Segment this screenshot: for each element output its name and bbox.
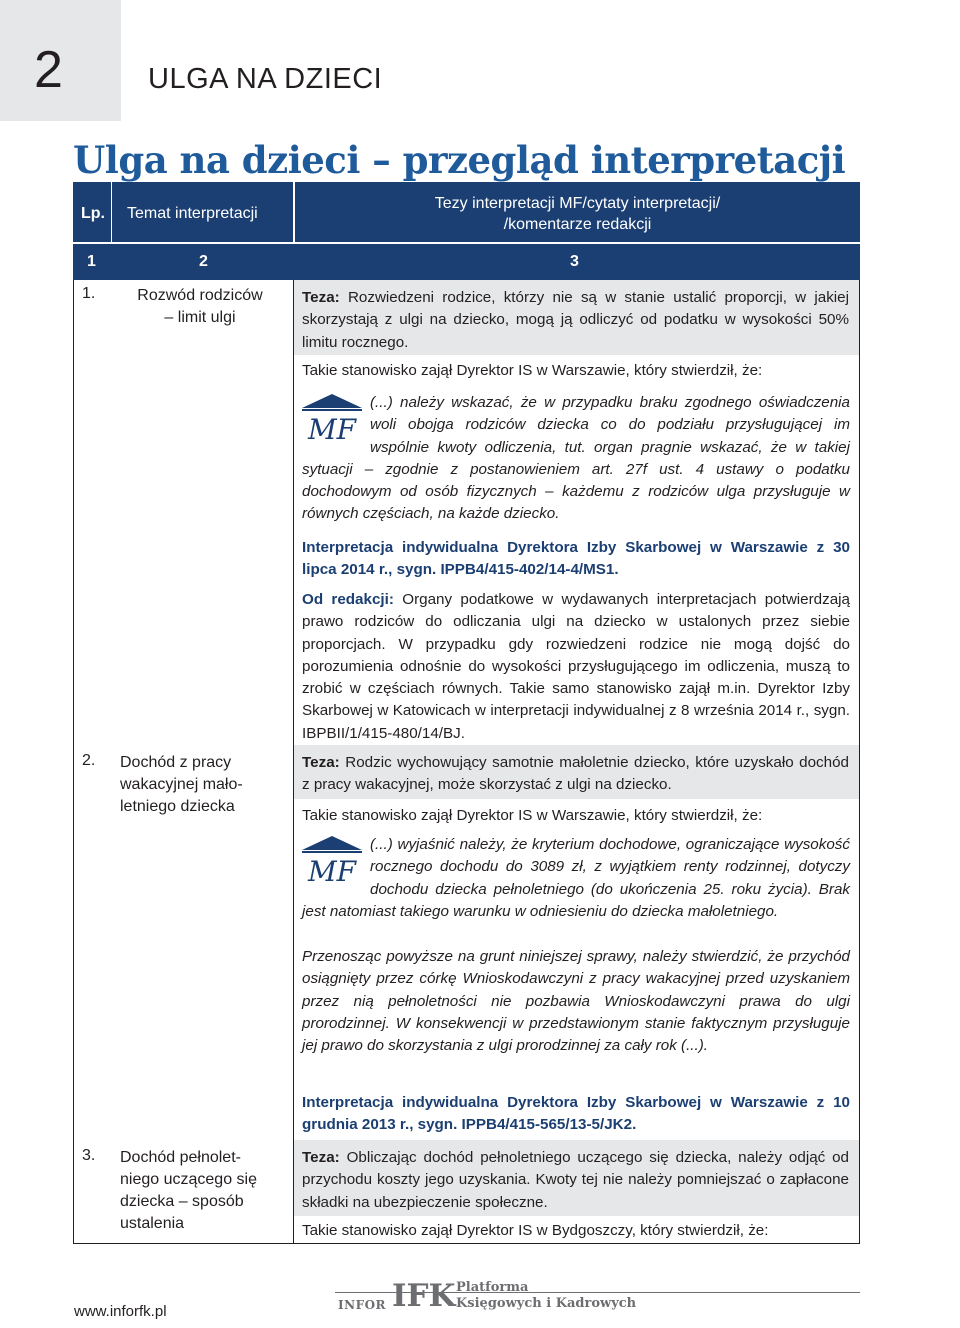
source-citation: Interpretacja indywidualna Dyrektora Izby Skarbowej w Warszawie z 30 lipca 2014 r., sygn. IPPB4/415-402/14-4/MS1. bbox=[302, 539, 850, 579]
logo-ifk: IFK bbox=[392, 1278, 456, 1314]
row-topic-line: Dochód z pracy bbox=[120, 754, 232, 771]
header-theses-line2: /komentarze redakcji bbox=[503, 216, 652, 233]
mf-badge-icon bbox=[302, 394, 362, 444]
editor-comment bbox=[302, 589, 850, 745]
header-lp: Lp. bbox=[81, 205, 105, 222]
table-border-right bbox=[859, 280, 860, 1244]
chapter-title: ULGA NA DZIECI bbox=[148, 63, 383, 95]
row-topic-line: niego uczącego się bbox=[120, 1171, 257, 1188]
quote-text: (...) wyjaśnić należy, że kryterium dochodowe, ograniczające wysokość rocznego dochodu do 3089 zł, z wyjątkiem renty rodzinnej, dotyczy dochodu dziecka pełnoletniego (do ukończenia 25. roku życia). Brak jest natomiast takiego warunku w odniesieniu do dziecka małoletniego. bbox=[302, 836, 850, 920]
thesis-text: Rodzic wychowujący samotnie małoletnie dziecko, które uzyskało dochód z pracy wakacyjnej, może skorzystać z ulgi na dziecko. bbox=[302, 754, 849, 794]
source-citation: Interpretacja indywidualna Dyrektora Izby Skarbowej w Warszawie z 10 grudnia 2013 r., sygn. IPPB4/415-565/13-5/JK2. bbox=[302, 1094, 850, 1134]
col-number-3: 3 bbox=[570, 253, 579, 270]
logo-platform-line2: Księgowych i Kadrowych bbox=[456, 1296, 637, 1311]
stance-text: Takie stanowisko zajął Dyrektor IS w Warszawie, który stwierdził, że: bbox=[302, 362, 763, 379]
row-topic-line: letniego dziecka bbox=[120, 798, 235, 815]
header-theses bbox=[295, 193, 860, 235]
mf-badge-icon bbox=[302, 836, 362, 886]
col-number-2: 2 bbox=[199, 253, 208, 270]
header-topic: Temat interpretacji bbox=[127, 205, 258, 222]
page-title: Ulga na dzieci – przegląd interpretacji bbox=[73, 138, 846, 182]
row-topic-line: – limit ulgi bbox=[164, 309, 236, 326]
header-theses-line1: Tezy interpretacji MF/cytaty interpretacji/ bbox=[434, 195, 721, 212]
thesis-box bbox=[294, 1140, 859, 1216]
column-number-row bbox=[73, 244, 860, 280]
chapter-box bbox=[0, 0, 121, 121]
row-number: 2. bbox=[82, 752, 96, 769]
quote-block bbox=[302, 392, 850, 526]
thesis-text: Obliczając dochód pełnoletniego uczącego się dziecka, należy odjąć od przychodu koszty jego uzyskania. Kwoty tej nie należy pomniejszać o zapłacone składki na ubezpieczenie społeczne. bbox=[302, 1149, 849, 1211]
mf-badge-text: MF bbox=[307, 413, 357, 444]
mf-badge-text: MF bbox=[307, 855, 357, 886]
quote-block bbox=[302, 834, 850, 923]
logo-infor: INFOR bbox=[338, 1298, 387, 1312]
table-header bbox=[73, 182, 860, 242]
table-border-left bbox=[73, 280, 74, 1244]
thesis-label: Teza: bbox=[302, 754, 340, 771]
quote-text-continued: Przenosząc powyższe na grunt niniejszej sprawy, należy stwierdzić, że przychód osiągnięty przez córkę Wnioskodawczyni z pracy wakacyjnej przed uzyskaniem przez nią pełnoletności nie pozbawia Wnioskodawczyni prawa do ulgi prorodzinnej. W konsekwencji w przedstawionym stanie faktycznym przysługuje jej prawo do skorzystania z ulgi prorodzinnej za cały rok (...). bbox=[302, 948, 850, 1055]
logo-platform-line1: Platforma bbox=[456, 1280, 529, 1295]
row-number: 1. bbox=[82, 285, 96, 302]
editor-text: Organy podatkowe w wydawanych interpretacjach potwierdzają prawo rodziców do odliczania ulgi na dziecko w ustalonych przez siebie proporcjach. W przypadku gdy rozwiedzeni rodzice nie mogą dojść do porozumienia odnośnie do wysokości przysługującego im odliczenia, muszą to zrobić w częściach równych. Takie samo stanowisko zajął m.in. Dyrektor Izby Skarbowej w Katowicach w interpretacji indywidualnej z 8 września 2014 r., sygn. IBPBII/1/415-480/14/BJ. bbox=[302, 591, 850, 742]
thesis-text: Rozwiedzeni rodzice, którzy nie są w stanie ustalić proporcji, w jakiej skorzystają z ulgi na dziecko, mogą ją odliczyć od podatku w wysokości 50% limitu rocznego. bbox=[302, 289, 849, 351]
editor-label: Od redakcji: bbox=[302, 591, 394, 608]
header-divider bbox=[111, 182, 112, 242]
row-topic bbox=[120, 1147, 288, 1235]
stance-text: Takie stanowisko zajął Dyrektor IS w Bydgoszczy, który stwierdził, że: bbox=[302, 1222, 769, 1239]
stance-text: Takie stanowisko zajął Dyrektor IS w Warszawie, który stwierdził, że: bbox=[302, 807, 763, 824]
row-number: 3. bbox=[82, 1147, 96, 1164]
thesis-label: Teza: bbox=[302, 1149, 340, 1166]
footer-url[interactable]: www.inforfk.pl bbox=[74, 1303, 167, 1320]
chapter-number: 2 bbox=[34, 41, 63, 99]
ifk-platform-logo bbox=[338, 1276, 637, 1316]
row-topic bbox=[120, 285, 280, 329]
thesis-box bbox=[294, 280, 859, 355]
row-topic-line: Dochód pełnolet- bbox=[120, 1149, 241, 1166]
thesis-box bbox=[294, 745, 859, 799]
col-number-1: 1 bbox=[87, 253, 96, 270]
row-topic-line: ustalenia bbox=[120, 1215, 185, 1232]
quote-text: (...) należy wskazać, że w przypadku braku zgodnego oświadczenia woli obojga rodziców dziecka co do podziału przysługującej im wspólnie kwoty odliczenia, tut. organ pragnie wskazać, że w takiej sytuacji – zgodnie z postanowieniem art. 27f ust. 4 ustawy o podatku dochodowym od osób fizycznych – każdemu z rodziców ulga przysługuje w równych częściach, na każde dziecko. bbox=[302, 394, 850, 523]
row-topic-line: Rozwód rodziców bbox=[137, 287, 263, 304]
row-topic bbox=[120, 752, 288, 818]
table-border-bottom bbox=[73, 1243, 860, 1244]
row-topic-line: dziecka – sposób bbox=[120, 1193, 244, 1210]
thesis-label: Teza: bbox=[302, 289, 340, 306]
row-topic-line: wakacyjnej mało- bbox=[120, 776, 243, 793]
